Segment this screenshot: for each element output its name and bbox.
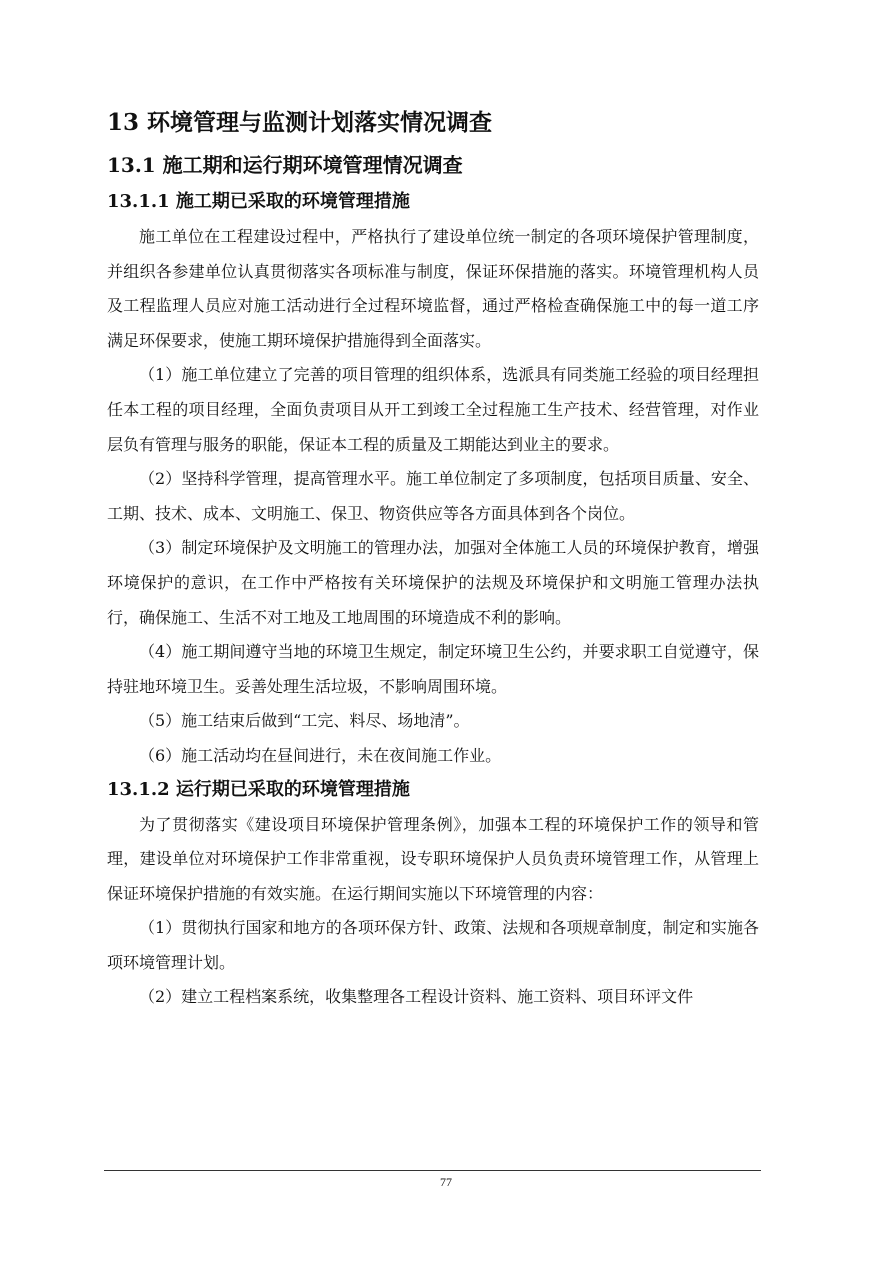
section-heading: 13.1 施工期和运行期环境管理情况调查 (107, 153, 463, 177)
paragraph: 为了贯彻落实《建设项目环境保护管理条例》，加强本工程的环境保护工作的领导和管理，建设单位对环境保护工作非常重视，设专职环境保护人员负责环境管理工作，从管理上保证环境保护措施的有效实施。在运行期间实施以下环境管理的内容： (107, 814, 759, 903)
page-body (107, 104, 759, 1015)
chapter-heading: 13 环境管理与监测计划落实情况调查 (107, 109, 493, 136)
paragraph: （6）施工活动均在昼间进行，未在夜间施工作业。 (139, 745, 502, 765)
paragraph: （2）坚持科学管理，提高管理水平。施工单位制定了多项制度，包括项目质量、安全、工期、技术、成本、文明施工、保卫、物资供应等各方面具体到各个岗位。 (107, 469, 759, 523)
paragraph: （5）施工结束后做到“工完、料尽、场地清”。 (139, 711, 470, 731)
subsection-heading-construction: 13.1.1 施工期已采取的环境管理措施 (107, 191, 410, 212)
footer-divider (104, 1170, 761, 1171)
paragraph: （2）建立工程档案系统，收集整理各工程设计资料、施工资料、项目环评文件 (139, 987, 694, 1007)
paragraph: （1）贯彻执行国家和地方的各项环保方针、政策、法规和各项规章制度，制定和实施各项环境管理计划。 (107, 918, 759, 972)
paragraph: （4）施工期间遵守当地的环境卫生规定，制定环境卫生公约，并要求职工自觉遵守，保持驻地环境卫生。妥善处理生活垃圾，不影响周围环境。 (107, 642, 759, 696)
page-number: 77 (440, 1175, 452, 1189)
paragraph: （1）施工单位建立了完善的项目管理的组织体系，选派具有同类施工经验的项目经理担任本工程的项目经理，全面负责项目从开工到竣工全过程施工生产技术、经营管理，对作业层负有管理与服务的职能，保证本工程的质量及工期能达到业主的要求。 (107, 365, 759, 454)
paragraph: 施工单位在工程建设过程中，严格执行了建设单位统一制定的各项环境保护管理制度，并组织各参建单位认真贯彻落实各项标准与制度，保证环保措施的落实。环境管理机构人员及工程监理人员应对施工活动进行全过程环境监督，通过严格检查确保施工中的每一道工序满足环保要求，使施工期环境保护措施得到全面落实。 (107, 227, 759, 350)
paragraph: （3）制定环境保护及文明施工的管理办法，加强对全体施工人员的环境保护教育，增强环境保护的意识，在工作中严格按有关环境保护的法规及环境保护和文明施工管理办法执行，确保施工、生活不对工地及工地周围的环境造成不利的影响。 (107, 538, 759, 627)
subsection-heading-operation: 13.1.2 运行期已采取的环境管理措施 (107, 778, 410, 800)
